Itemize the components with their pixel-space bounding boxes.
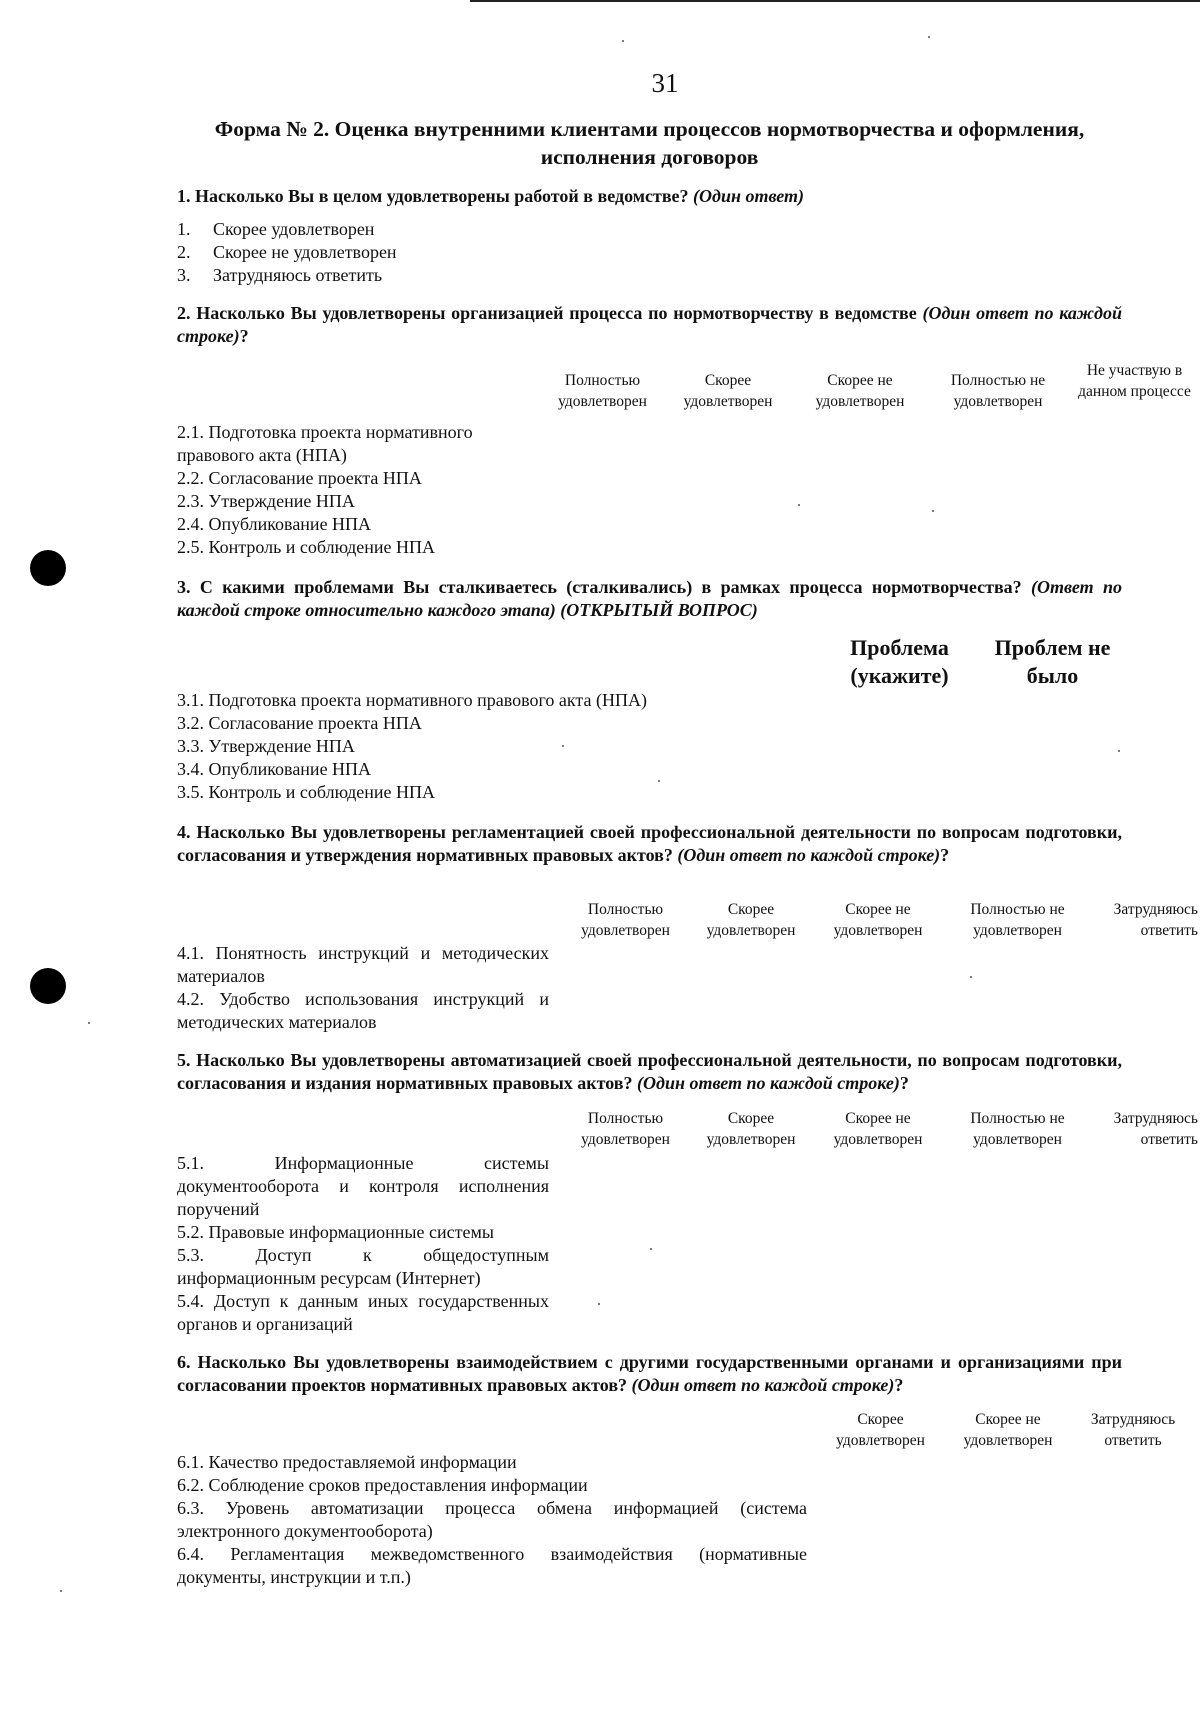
table-row: 6.3. Уровень автоматизации процесса обмена информацией (система электронного документооборота)	[177, 1498, 807, 1541]
option-label: Затрудняюсь ответить	[213, 265, 383, 285]
column-header: Полностью удовлетворен	[581, 1110, 670, 1148]
top-border-line	[470, 0, 1200, 2]
column-header: Проблема (укажите)	[850, 635, 949, 688]
table-row: 4.1. Понятность инструкций и методических материалов	[177, 943, 549, 986]
question-6	[177, 1351, 1122, 1397]
column-header: Полностью не удовлетворен	[970, 901, 1065, 939]
scan-speck	[60, 1590, 62, 1592]
column-header: Скорее не удовлетворен	[833, 1110, 923, 1148]
table-row: 3.1. Подготовка проекта нормативного правового акта (НПА)	[177, 690, 647, 710]
column-header: Не участвую в данном процессе	[1078, 362, 1191, 400]
column-header: Полностью удовлетворен	[558, 372, 647, 410]
question-4-hint: (Один ответ по каждой строке)	[677, 845, 941, 865]
question-5-text: 5. Насколько Вы удовлетворены автоматизацией своей профессиональной деятельности, по вопросам подготовки, согласования и издания нормативных правовых актов?	[177, 1050, 1122, 1093]
table-row: 3.3. Утверждение НПА	[177, 736, 355, 756]
question-6-text: 6. Насколько Вы удовлетворены взаимодействием с другими государственными органами и организациями при согласовании проектов нормативных правовых актов?	[177, 1352, 1122, 1395]
answer-option	[177, 241, 397, 264]
question-4	[177, 821, 1122, 867]
column-header: Затрудняюсь ответить	[1113, 901, 1198, 939]
table-row: 2.1. Подготовка проекта нормативного правового акта (НПА)	[177, 422, 473, 465]
table-row: 2.3. Утверждение НПА	[177, 491, 355, 511]
question-mark: ?	[899, 1073, 909, 1093]
question-mark: ?	[940, 845, 950, 865]
column-header: Скорее удовлетворен	[836, 1411, 925, 1449]
question-2-hint: (Один ответ по каждой строке)	[177, 303, 1123, 346]
option-number: 3.	[177, 265, 191, 285]
scan-speck	[928, 36, 930, 38]
scan-speck	[598, 1303, 600, 1305]
table-row: 2.4. Опубликование НПА	[177, 514, 372, 534]
question-mark: ?	[894, 1375, 904, 1395]
question-3-hint: (Ответ по каждой строке относительно каждого этапа) (ОТКРЫТЫЙ ВОПРОС)	[177, 577, 1122, 620]
column-header: Полностью не удовлетворен	[970, 1110, 1065, 1148]
column-header: Полностью не удовлетворен	[950, 372, 1046, 410]
table-row: 4.2. Удобство использования инструкций и методических материалов	[177, 989, 549, 1032]
question-1	[177, 185, 1122, 208]
column-header: Проблем не было	[994, 635, 1111, 688]
question-3-text: 3. С какими проблемами Вы сталкиваетесь (сталкивались) в рамках процесса нормотворчества?	[177, 577, 1022, 597]
document-body	[177, 115, 1122, 171]
table-row: 3.2. Согласование проекта НПА	[177, 713, 422, 733]
question-3	[177, 576, 1122, 622]
column-header: Скорее не удовлетворен	[963, 1411, 1053, 1449]
table-row: 3.4. Опубликование НПА	[177, 759, 372, 779]
column-header: Скорее не удовлетворен	[815, 372, 905, 410]
option-number: 1.	[177, 219, 191, 239]
question-1-text: 1. Насколько Вы в целом удовлетворены работой в ведомстве?	[177, 186, 689, 206]
scan-speck	[622, 40, 624, 42]
column-header: Скорее удовлетворен	[706, 1110, 796, 1148]
question-2-text: 2. Насколько Вы удовлетворены организацией процесса по нормотворчеству в ведомстве	[177, 303, 917, 323]
column-header: Скорее удовлетворен	[683, 372, 773, 410]
scan-speck	[650, 1248, 652, 1250]
table-row: 6.1. Качество предоставляемой информации	[177, 1452, 517, 1472]
answer-option	[177, 218, 374, 241]
question-5	[177, 1049, 1122, 1095]
scan-speck	[88, 1022, 90, 1024]
question-6-hint: (Один ответ по каждой строке)	[631, 1375, 895, 1395]
scan-speck	[970, 976, 972, 978]
page-number: 31	[651, 68, 679, 98]
scan-speck	[562, 745, 564, 747]
scan-speck	[798, 504, 800, 506]
form-title: Форма № 2. Оценка внутренними клиентами процессов нормотворчества и оформления, исполнения договоров	[214, 117, 1085, 169]
table-row: 5.4. Доступ к данным иных государственных органов и организаций	[177, 1291, 549, 1334]
scan-speck	[658, 780, 660, 782]
table-row: 2.5. Контроль и соблюдение НПА	[177, 537, 436, 557]
binder-hole	[30, 550, 66, 586]
table-row: 6.4. Регламентация межведомственного взаимодействия (нормативные документы, инструкции и т.п.)	[177, 1544, 807, 1587]
table-row: 3.5. Контроль и соблюдение НПА	[177, 782, 436, 802]
option-label: Скорее удовлетворен	[213, 219, 375, 239]
option-number: 2.	[177, 242, 191, 262]
table-row: 6.2. Соблюдение сроков предоставления информации	[177, 1475, 588, 1495]
question-2	[177, 302, 1122, 348]
table-row: 5.1. Информационные системы документооборота и контроля исполнения поручений	[177, 1153, 549, 1219]
table-row: 2.2. Согласование проекта НПА	[177, 468, 422, 488]
scan-speck	[932, 510, 934, 512]
table-row: 5.3. Доступ к общедоступным информационным ресурсам (Интернет)	[177, 1245, 549, 1288]
question-mark: ?	[239, 326, 249, 346]
question-5-hint: (Один ответ по каждой строке)	[637, 1073, 900, 1093]
question-1-hint: (Один ответ)	[693, 186, 805, 206]
column-header: Скорее удовлетворен	[706, 901, 796, 939]
table-row: 5.2. Правовые информационные системы	[177, 1222, 494, 1242]
answer-option	[177, 264, 382, 287]
column-header: Полностью удовлетворен	[581, 901, 670, 939]
binder-hole	[30, 968, 66, 1004]
option-label: Скорее не удовлетворен	[213, 242, 397, 262]
question-4-text: 4. Насколько Вы удовлетворены регламентацией своей профессиональной деятельности по вопросам подготовки, согласования и утверждения нормативных правовых актов?	[177, 822, 1122, 865]
column-header: Затрудняюсь ответить	[1113, 1110, 1198, 1148]
column-header: Затрудняюсь ответить	[1090, 1411, 1176, 1449]
column-header: Скорее не удовлетворен	[833, 901, 923, 939]
scan-speck	[1118, 750, 1120, 752]
